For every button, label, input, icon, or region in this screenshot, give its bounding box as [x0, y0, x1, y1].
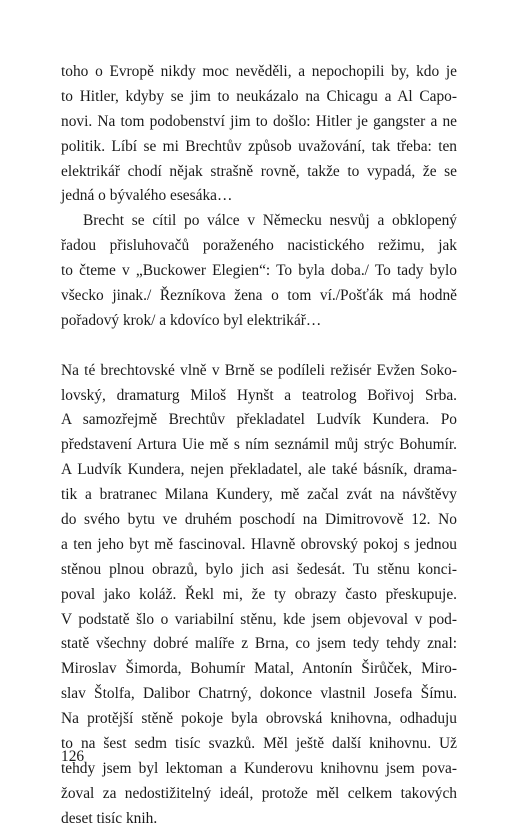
- text-line: Na protější stěně pokoje byla obrovská knihovna, odhaduju: [61, 710, 457, 728]
- text-line: politik. Líbí se mi Brechtův způsob uvažování, tak třeba: ten: [61, 137, 457, 155]
- text-line: Miroslav Šimorda, Bohumír Matal, Antonín Širůček, Miro-: [61, 660, 457, 678]
- text-line: tehdy jsem byl lektoman a Kunderovu knihovnu jsem pova-: [61, 759, 457, 777]
- text-line: všecko jinak./ Řezníkova žena o tom ví./Pošťák má hodně: [61, 287, 457, 305]
- page-number: 126: [61, 748, 85, 765]
- paragraph: [61, 60, 457, 209]
- text-line: deset tisíc knih.: [61, 809, 158, 827]
- text-line: slav Štolfa, Dalibor Chatrný, dokonce vlastnil Josefa Šímu.: [61, 685, 457, 703]
- text-line: A Ludvík Kundera, nejen překladatel, ale také básník, drama-: [61, 461, 457, 479]
- text-line: A samozřejmě Brechtův překladatel Ludvík Kundera. Po: [61, 411, 457, 429]
- text-line: V podstatě šlo o variabilní stěnu, kde jsem objevoval v pod-: [61, 610, 457, 628]
- text-line: poval jako koláž. Řekl mi, že ty obrazy často přeskupuje.: [61, 585, 457, 603]
- text-line: toho o Evropě nikdy moc nevěděli, a nepochopili by, kdo je: [61, 63, 457, 80]
- text-line: stěnou plnou obrazů, bylo jich asi šedesát. Tu stěnu konci-: [61, 560, 457, 578]
- text-line: lovský, dramaturg Miloš Hynšt a teatrolog Bořivoj Srba.: [61, 386, 457, 404]
- page-body: [61, 60, 457, 832]
- text-line: to Hitler, kdyby se jim to neukázalo na Chicagu a Al Capo-: [61, 87, 457, 105]
- text-line: statě všechny dobré malíře z Brna, co jsem tedy tehdy znal:: [61, 635, 457, 653]
- text-line: a ten jeho byt mě fascinoval. Hlavně obrovský pokoj s jednou: [61, 535, 457, 553]
- text-line: to čteme v „Buckower Elegien“: To byla doba./ To tady bylo: [61, 262, 457, 280]
- text-line: to na šest sedm tisíc svazků. Měl ještě další knihovnu. Už: [61, 735, 457, 753]
- text-line: elektrikář chodí nějak strašně rovně, takže to vypadá, že se: [61, 162, 457, 180]
- paragraph-gap: [61, 334, 457, 359]
- paragraph: [61, 359, 457, 832]
- text-line: tik a bratranec Milana Kundery, mě začal zvát na návštěvy: [61, 486, 457, 504]
- text-line: do svého bytu ve druhém poschodí na Dimitrovově 12. No: [61, 511, 457, 529]
- paragraph: [61, 209, 457, 333]
- text-line: jedná o bývalého esesáka…: [61, 187, 233, 205]
- text-line: Brecht se cítil po válce v Německu nesvůj a obklopený: [83, 212, 457, 230]
- text-line: pořadový krok/ a kdovíco byl elektrikář…: [61, 311, 322, 329]
- text-line: Na té brechtovské vlně v Brně se podíleli režisér Evžen Soko-: [61, 361, 457, 379]
- text-line: žoval za nedostižitelný ideál, protože měl celkem takových: [61, 784, 457, 802]
- text-line: představení Artura Uie mě s ním seznámil můj strýc Bohumír.: [61, 436, 457, 454]
- text-line: řadou přisluhovačů poraženého nacistického režimu, jak: [61, 237, 457, 255]
- text-line: novi. Na tom podobenství jim to došlo: Hitler je gangster a ne: [61, 112, 457, 130]
